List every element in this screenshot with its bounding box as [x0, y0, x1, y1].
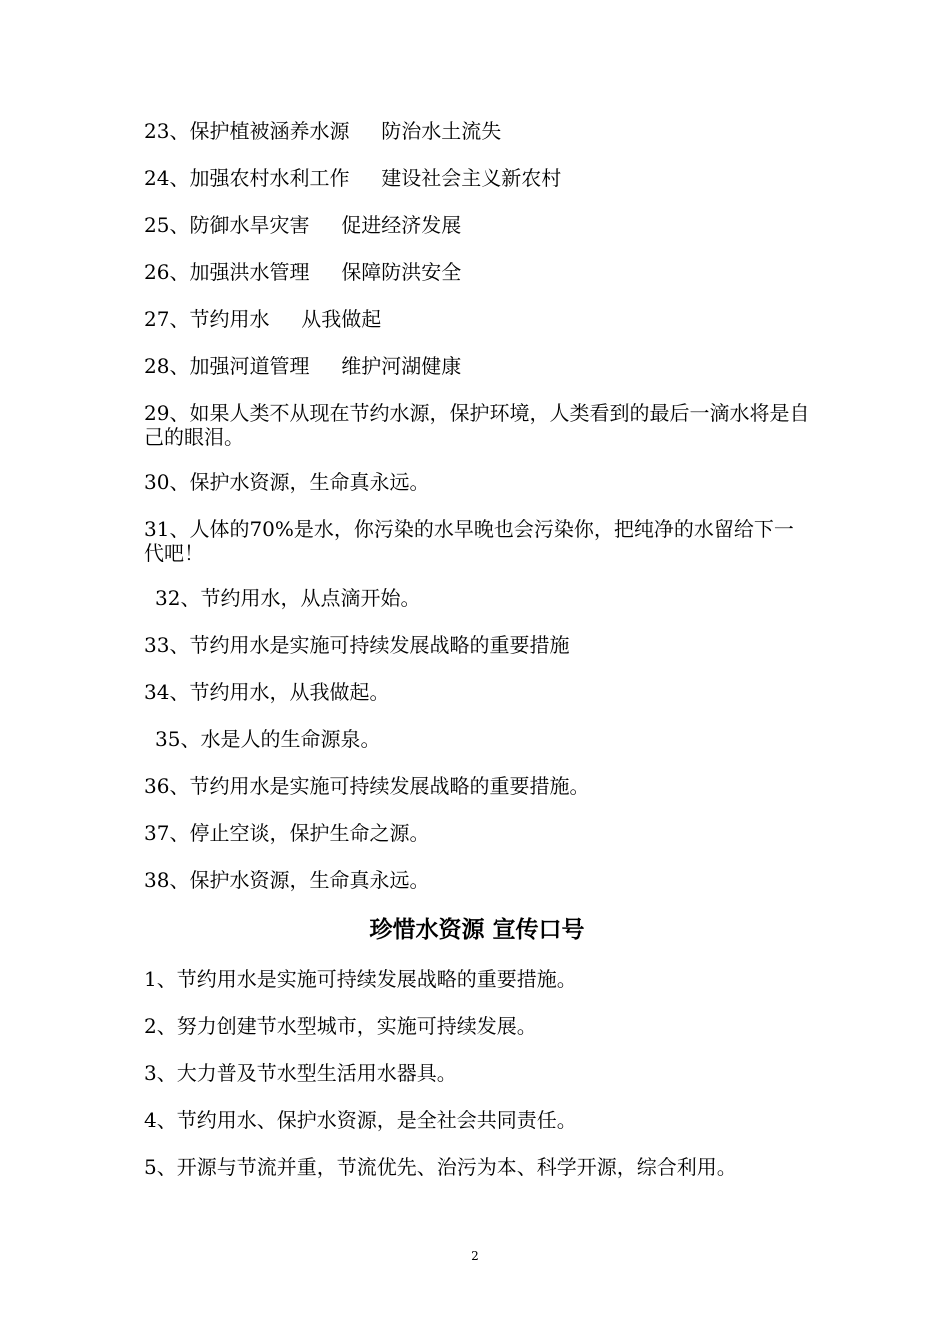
slogan-29: 29、如果人类不从现在节约水源，保护环境，人类看到的最后一滴水将是自己的眼泪。 — [144, 401, 810, 449]
slogan-b2: 2、努力创建节水型城市，实施可持续发展。 — [144, 1014, 537, 1038]
slogan-24: 24、加强农村水利工作 建设社会主义新农村 — [144, 166, 562, 190]
slogan-37: 37、停止空谈，保护生命之源。 — [144, 821, 430, 845]
slogan-b5: 5、开源与节流并重，节流优先、治污为本、科学开源，综合利用。 — [144, 1155, 737, 1179]
section-heading: 珍惜水资源 宣传口号 — [369, 917, 585, 943]
slogan-25: 25、防御水旱灾害 促进经济发展 — [144, 213, 462, 237]
slogan-36: 36、节约用水是实施可持续发展战略的重要措施。 — [144, 774, 590, 798]
document-body — [144, 119, 810, 1202]
slogan-23: 23、保护植被涵养水源 防治水土流失 — [144, 119, 502, 143]
slogan-b1: 1、节约用水是实施可持续发展战略的重要措施。 — [144, 967, 577, 991]
slogan-33: 33、节约用水是实施可持续发展战略的重要措施 — [144, 633, 570, 657]
slogan-38: 38、保护水资源，生命真永远。 — [144, 868, 430, 892]
slogan-30: 30、保护水资源，生命真永远。 — [144, 470, 430, 494]
slogan-32: 32、节约用水，从点滴开始。 — [155, 586, 421, 610]
slogan-27: 27、节约用水 从我做起 — [144, 307, 382, 331]
slogan-28: 28、加强河道管理 维护河湖健康 — [144, 354, 462, 378]
page-number: 2 — [471, 1249, 479, 1263]
slogan-b3: 3、大力普及节水型生活用水器具。 — [144, 1061, 457, 1085]
slogan-35: 35、水是人的生命源泉。 — [155, 727, 381, 751]
slogan-26: 26、加强洪水管理 保障防洪安全 — [144, 260, 462, 284]
slogan-b4: 4、节约用水、保护水资源，是全社会共同责任。 — [144, 1108, 577, 1132]
slogan-31: 31、人体的70%是水，你污染的水早晚也会污染你，把纯净的水留给下一代吧！ — [144, 517, 794, 565]
slogan-34: 34、节约用水，从我做起。 — [144, 680, 390, 704]
